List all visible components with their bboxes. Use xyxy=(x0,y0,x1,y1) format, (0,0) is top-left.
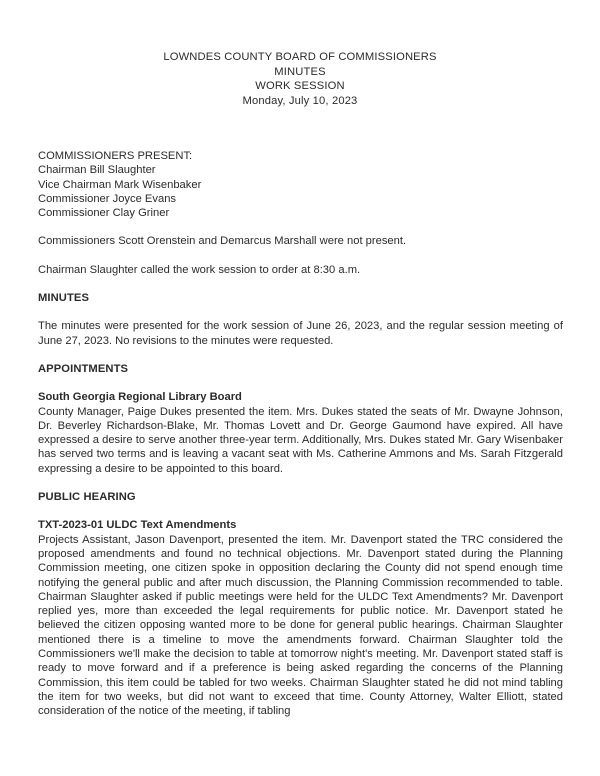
attendance-block xyxy=(38,149,563,220)
section-heading-public-hearing: PUBLIC HEARING xyxy=(38,491,136,504)
spacer xyxy=(38,249,563,263)
absent-commissioners-note: Commissioners Scott Orenstein and Demarcus Marshall were not present. xyxy=(38,235,407,248)
spacer xyxy=(38,305,563,319)
spacer xyxy=(38,220,563,234)
attendance-member: Chairman Bill Slaughter xyxy=(38,164,156,177)
attendance-heading: COMMISSIONERS PRESENT: xyxy=(38,150,193,162)
section-heading-minutes: MINUTES xyxy=(38,292,90,305)
spacer xyxy=(38,348,563,362)
spacer xyxy=(0,108,600,149)
section-body-appointments: County Manager, Paige Dukes presented the item. Mrs. Dukes stated the seats of Mr. Dwayne Johnson, Dr. Beverley Richardson-Blake, Mr. Thomas Lovett and Dr. George Gaumond have expired. All have expressed a desire to serve another three-year term. Additionally, Mrs. Dukes stated Mr. Gary Wisenbaker has served two terms and is leaving a vacant seat with Ms. Catherine Ammons and Ms. Sarah Fitzgerald expressing a desire to be appointed to this board. xyxy=(38,405,563,475)
spacer xyxy=(38,277,563,291)
document-body xyxy=(38,149,563,719)
header-title-line-2: MINUTES xyxy=(274,65,326,78)
spacer xyxy=(38,376,563,390)
spacer xyxy=(38,504,563,518)
attendance-member: Commissioner Joyce Evans xyxy=(38,192,177,205)
attendance-member: Commissioner Clay Griner xyxy=(38,207,170,220)
document-header xyxy=(0,0,600,108)
header-title-line-1: LOWNDES COUNTY BOARD OF COMMISSIONERS xyxy=(163,51,437,63)
header-title-line-3: WORK SESSION xyxy=(255,80,345,92)
call-to-order-note: Chairman Slaughter called the work session to order at 8:30 a.m. xyxy=(38,263,361,276)
subheading-south-georgia-regional-library-board: South Georgia Regional Library Board xyxy=(38,391,242,404)
header-meeting-date: Monday, July 10, 2023 xyxy=(242,94,358,107)
spacer xyxy=(38,476,563,490)
section-body-minutes: The minutes were presented for the work session of June 26, 2023, and the regular session meeting of June 27, 2023. No revisions to the minutes were requested. xyxy=(38,320,563,347)
attendance-member: Vice Chairman Mark Wisenbaker xyxy=(38,178,202,191)
section-body-public-hearing: Projects Assistant, Jason Davenport, presented the item. Mr. Davenport stated the TRC considered the proposed amendments and found no technical objections. Mr. Davenport stated during the Planning Commission meeting, one citizen spoke in opposition declaring the County did not spend enough time notifying the general public and after much discussion, the Planning Commission recommended to table. Chairman Slaughter asked if public meetings were held for the ULDC Text Amendments? Mr. Davenport replied yes, more than exceeded the legal requirements for public notice. Mr. Davenport stated he believed the citizen opposing wanted more to be done for general public hearings. Chairman Slaughter mentioned there is a timeline to move the amendments forward. Chairman Slaughter told the Commissioners we'll make the decision to table at tomorrow night's meeting. Mr. Davenport stated staff is ready to move forward and if a preference is being asked regarding the concerns of the Planning Commission, this item could be tabled for two weeks. Chairman Slaughter stated he did not mind tabling the item for two weeks, but did not want to exceed that time. County Attorney, Walter Elliott, stated consideration of the notice of the meeting, if tabling xyxy=(38,533,563,718)
subheading-txt-2023-01-uldc-text-amendments: TXT-2023-01 ULDC Text Amendments xyxy=(38,519,237,532)
section-heading-appointments: APPOINTMENTS xyxy=(38,362,129,375)
